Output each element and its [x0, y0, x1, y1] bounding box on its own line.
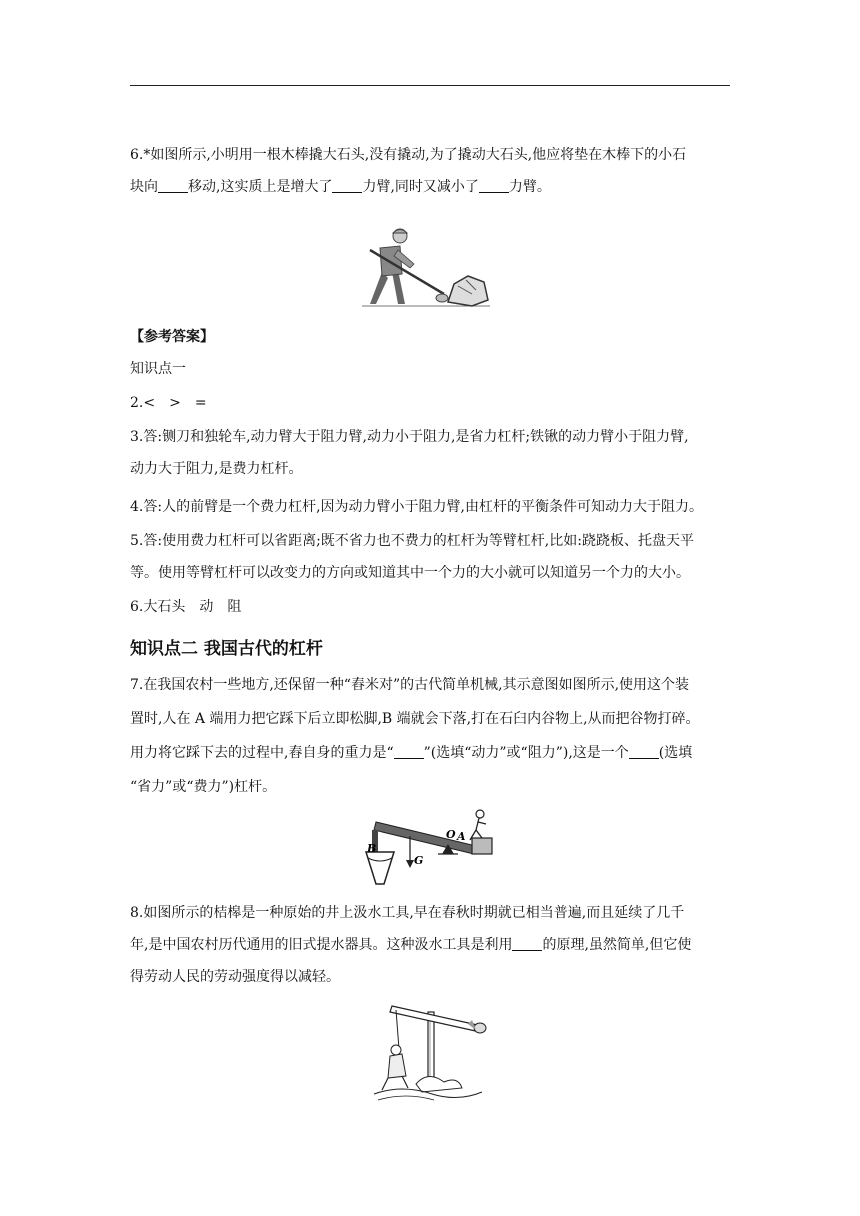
q6-text-a: 块向 [130, 179, 158, 195]
q6-blank-2 [332, 178, 362, 193]
header-rule [130, 85, 730, 86]
section2-heading: 知识点二 我国古代的杠杆 [130, 639, 323, 659]
well-sweep-figure [372, 998, 494, 1104]
q8-line2 [130, 932, 730, 958]
answers-section1: 知识点一 [130, 361, 186, 377]
q6-text-d: 力臂。 [508, 179, 551, 195]
answers-title: 【参考答案】 [130, 329, 214, 345]
answer-3-line2: 动力大于阻力,是费力杠杆。 [130, 461, 303, 477]
man-prying-rock-figure [362, 224, 492, 308]
q8-line1: 8.如图所示的桔槔是一种原始的井上汲水工具,早在春秋时期就已相当普遍,而且延续了几千 [130, 905, 685, 921]
q8-text-a: 年,是中国农村历代通用的旧式提水器具。这种汲水工具是利用 [130, 937, 513, 953]
q7-text-a: 用力将它踩下去的过程中,舂自身的重力是“ [130, 745, 394, 761]
q6-text-b: 移动,这实质上是增大了 [188, 179, 333, 195]
q6-line2 [130, 174, 730, 200]
label-A: A [457, 830, 466, 843]
q6-blank-1 [158, 178, 188, 193]
q8-text-b: 的原理,虽然简单,但它使 [542, 937, 692, 953]
q7-text-c: (选填 [658, 745, 693, 761]
answer-3-line1: 3.答:铡刀和独轮车,动力臂大于阻力臂,动力小于阻力,是省力杠杆;铁锹的动力臂小于阻力臂, [130, 429, 689, 445]
q7-text-b: ”(选填“动力”或“阻力”),这是一个 [423, 745, 629, 761]
label-G: G [414, 854, 424, 867]
label-O: O [446, 828, 456, 841]
answer-6: 6.大石头 动 阻 [130, 599, 242, 615]
q7-line4: “省力”或“费力”)杠杆。 [130, 779, 277, 795]
answer-4: 4.答:人的前臂是一个费力杠杆,因为动力臂小于阻力臂,由杠杆的平衡条件可知动力大于阻力。 [130, 499, 703, 515]
answer-5-line2: 等。使用等臂杠杆可以改变力的方向或知道其中一个力的大小就可以知道另一个力的大小。 [130, 565, 690, 581]
q7-line1: 7.在我国农村一些地方,还保留一种“舂米对”的古代简单机械,其示意图如图所示,使用这个装 [130, 677, 690, 693]
q7-line3 [130, 740, 730, 766]
answer-5-line1: 5.答:使用费力杠杆可以省距离;既不省力也不费力的杠杆为等臂杠杆,比如:跷跷板、托盘天平 [130, 533, 694, 549]
q8-line3: 得劳动人民的劳动强度得以减轻。 [130, 969, 340, 985]
q6-blank-3 [479, 178, 509, 193]
q7-blank-1 [394, 744, 424, 759]
label-B: B [367, 842, 377, 855]
q7-line2: 置时,人在 A 端用力把它踩下后立即松脚,B 端就会下落,打在石臼内谷物上,从而把谷物打碎。 [130, 711, 700, 727]
q6-text-c: 力臂,同时又减小了 [362, 179, 479, 195]
q7-blank-2 [629, 744, 659, 759]
answer-2: 2.< > = [130, 395, 207, 411]
rice-pounder-lever-figure [364, 808, 494, 886]
q6-line1: 6.*如图所示,小明用一根木棒撬大石头,没有撬动,为了撬动大石头,他应将垫在木棒下的小石 [130, 147, 687, 163]
q8-blank-1 [512, 936, 542, 951]
